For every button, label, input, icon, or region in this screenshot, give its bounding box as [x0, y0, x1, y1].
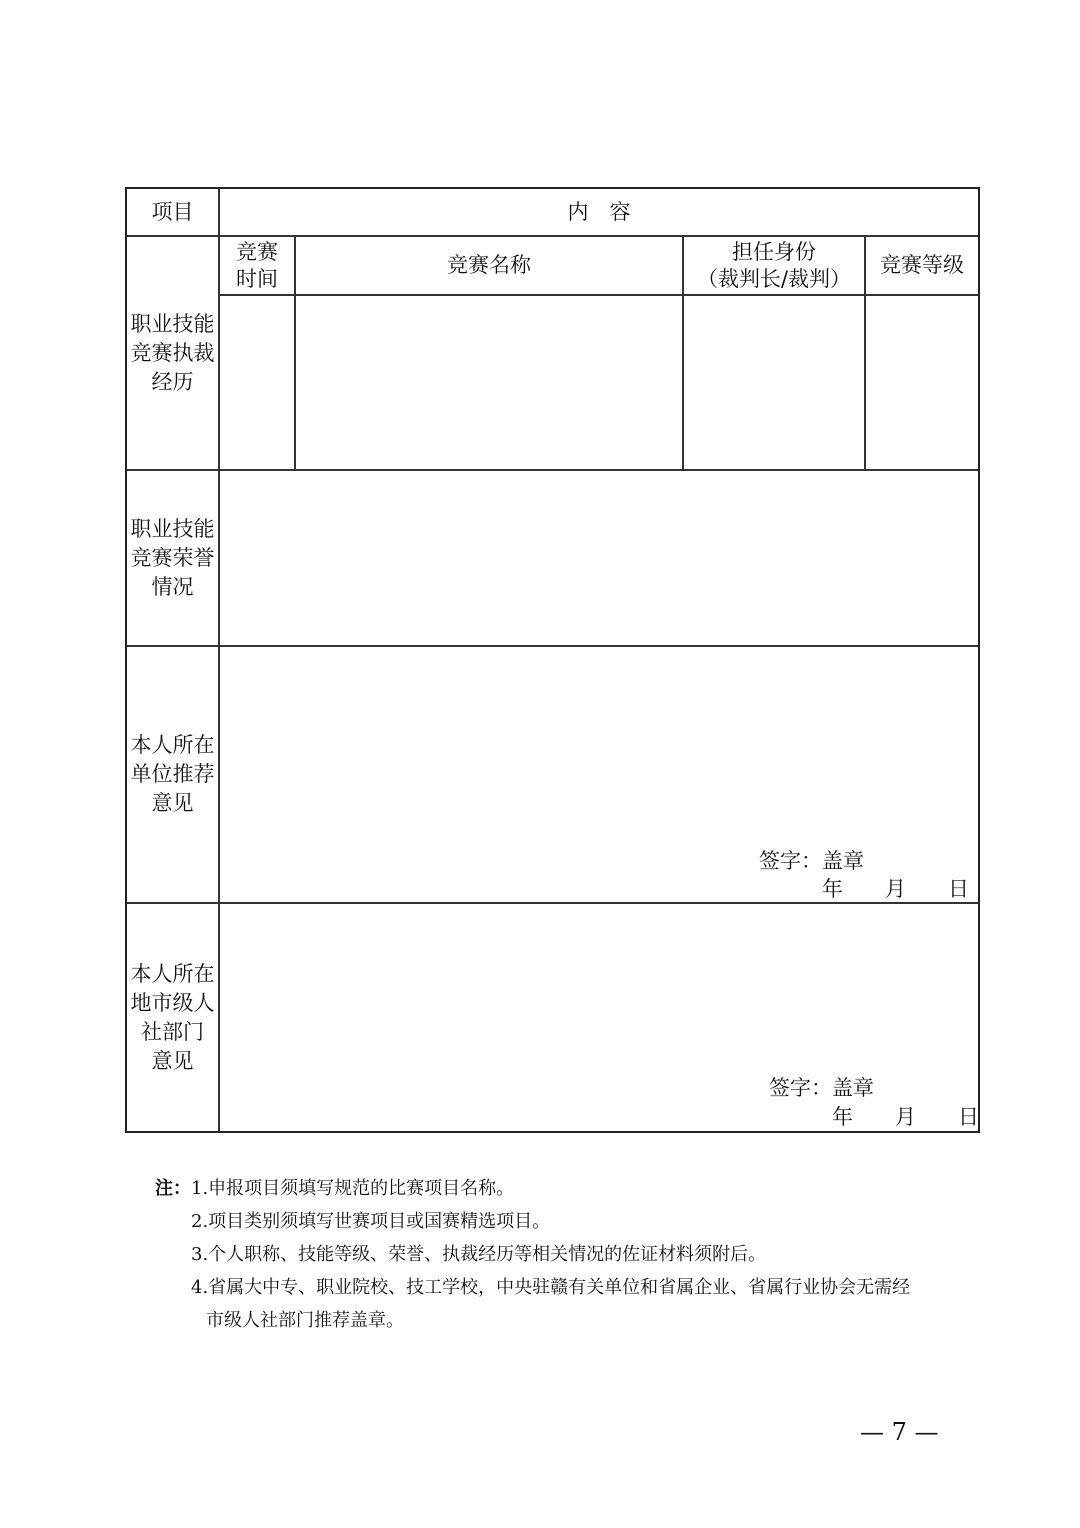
city-hr-date-label: 年 月 日	[832, 1105, 979, 1129]
unit-signature-label: 签字：盖章	[759, 849, 864, 873]
subheader-name-cell: 竞赛名称	[447, 253, 531, 277]
note-item: 3.个人职称、技能等级、荣誉、执裁经历等相关情况的佐证材料须附后。	[191, 1244, 767, 1265]
header-item-cell: 项目	[151, 199, 194, 224]
subheader-time-cell: 竞赛 时间	[236, 239, 278, 291]
subheader-level-cell: 竞赛等级	[880, 253, 964, 277]
city-hr-signature-label: 签字：盖章	[769, 1076, 874, 1100]
note-item: 2.项目类别须填写世赛项目或国赛精选项目。	[191, 1211, 551, 1232]
row-divider	[127, 645, 978, 647]
column-divider	[218, 189, 220, 1131]
row-label-honors: 职业技能 竞赛荣誉 情况	[130, 516, 215, 599]
row-divider	[127, 469, 978, 471]
note-item: 市级人社部门推荐盖章。	[206, 1310, 404, 1331]
row-label-judging-experience: 职业技能 竞赛执裁 经历	[130, 311, 215, 394]
page-number: — 7 —	[860, 1418, 939, 1446]
header-content-cell: 内 容	[567, 199, 631, 224]
note-item: 4.省属大中专、职业院校、技工学校，中央驻赣有关单位和省属企业、省属行业协会无需经	[191, 1277, 911, 1298]
note-item: 注：1.申报项目须填写规范的比赛项目名称。	[155, 1178, 515, 1199]
subheader-role-cell: 担任身份 （裁判长/裁判）	[696, 239, 852, 291]
notes-section	[155, 1172, 975, 1337]
row-label-unit-opinion: 本人所在 单位推荐 意见	[130, 733, 215, 815]
unit-date-label: 年 月 日	[822, 877, 969, 901]
application-form-table	[125, 187, 980, 1133]
row-label-city-hr-opinion: 本人所在 地市级人 社部门 意见	[130, 961, 215, 1073]
notes-label: 注：	[155, 1178, 191, 1199]
